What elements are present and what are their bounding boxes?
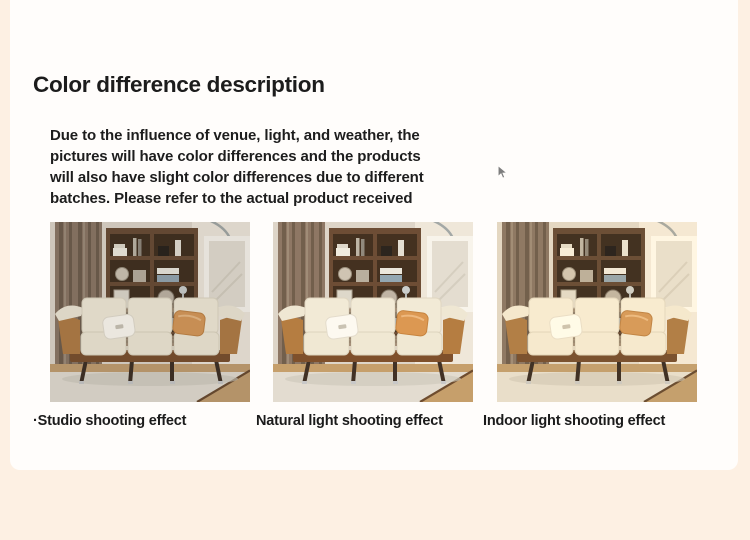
photo-caption-studio: ·Studio shooting effect xyxy=(33,413,187,429)
photo-natural-light xyxy=(273,222,473,402)
photo-indoor-light xyxy=(497,222,697,402)
page-title: Color difference description xyxy=(33,72,325,97)
photo-caption-natural: Natural light shooting effect xyxy=(256,413,443,429)
photo-studio xyxy=(50,222,250,402)
description-text xyxy=(50,125,424,209)
description-line: Due to the influence of venue, light, and weather, the xyxy=(50,127,420,144)
photo-caption-indoor: Indoor light shooting effect xyxy=(483,413,666,429)
description-line: pictures will have color differences and the products xyxy=(50,148,421,165)
description-line: will also have slight color differences due to different xyxy=(50,169,424,186)
mouse-cursor-icon xyxy=(497,165,510,179)
description-line: batches. Please refer to the actual product received xyxy=(50,190,413,207)
